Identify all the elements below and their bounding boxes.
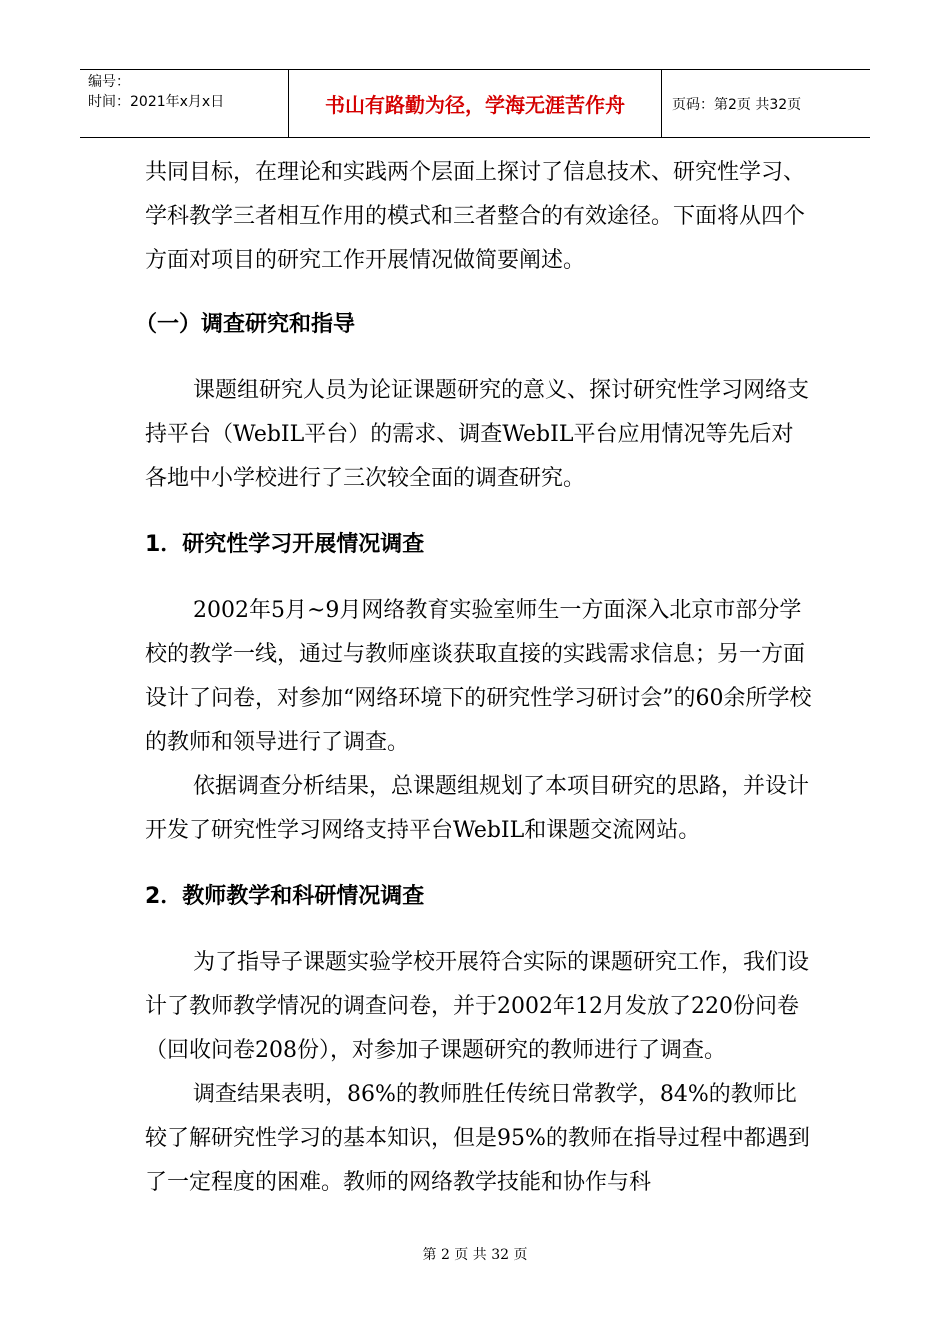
- page-header: [80, 69, 870, 138]
- subsection-heading-2: 2．教师教学和科研情况调查: [145, 884, 425, 909]
- subsection-2-paragraph-2: 调查结果表明，86%的教师胜任传统日常教学，84%的教师比较了解研究性学习的基本知识，但是95%的教师在指导过程中都遇到了一定程度的困难。教师的网络教学技能和协作与科: [145, 1082, 810, 1195]
- header-meta: [80, 70, 289, 137]
- subsection-1-paragraph-1: 2002年5月~9月网络教育实验室师生一方面深入北京市部分学校的教学一线，通过与教师座谈获取直接的实践需求信息；另一方面设计了问卷，对参加“网络环境下的研究性学习研讨会”的60余所学校的教师和领导进行了调查。: [145, 598, 812, 755]
- subsection-1-paragraph-2: 依据调查分析结果，总课题组规划了本项目研究的思路，并设计开发了研究性学习网络支持平台WebIL和课题交流网站。: [145, 774, 810, 843]
- section-heading: （一）调查研究和指导: [135, 312, 356, 337]
- intro-paragraph: 共同目标，在理论和实践两个层面上探讨了信息技术、研究性学习、学科教学三者相互作用的模式和三者整合的有效途径。下面将从四个方面对项目的研究工作开展情况做简要阐述。: [145, 160, 806, 273]
- header-page-info: 页码：第2页 共32页: [672, 96, 802, 113]
- page-footer: 第 2 页 共 32 页: [422, 1247, 528, 1263]
- number-label: 编号：: [88, 74, 130, 90]
- document-body: [135, 151, 815, 1205]
- header-motto: 书山有路勤为径，学海无涯苦作舟: [289, 70, 662, 137]
- subsection-2-paragraph-1: 为了指导子课题实验学校开展符合实际的课题研究工作，我们设计了教师教学情况的调查问卷，并于2002年12月发放了220份问卷（回收问卷208份），对参加子课题研究的教师进行了调查。: [145, 950, 810, 1063]
- section-paragraph: 课题组研究人员为论证课题研究的意义、探讨研究性学习网络支持平台（WebIL平台）的需求、调查WebIL平台应用情况等先后对各地中小学校进行了三次较全面的调查研究。: [145, 378, 810, 491]
- subsection-heading-1: 1．研究性学习开展情况调查: [145, 532, 425, 557]
- time-label: 时间：2021年x月x日: [88, 94, 225, 110]
